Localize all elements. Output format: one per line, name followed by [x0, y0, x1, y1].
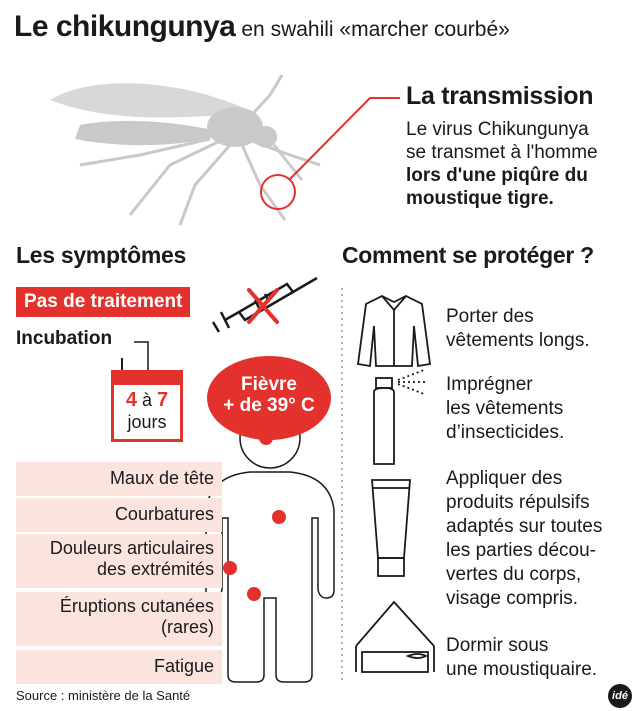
incubation-to: 7 — [157, 389, 169, 411]
symptom-label: Fatigue — [153, 656, 214, 676]
title-subtitle: en swahili «marcher courbé» — [241, 18, 510, 41]
repellent-tube-icon — [366, 474, 420, 584]
spray-icon — [368, 366, 432, 470]
symptom-dot-leg — [247, 587, 261, 601]
symptom-label: Courbatures — [114, 504, 214, 524]
mosquito-icon — [50, 75, 320, 225]
publisher-logo: idé — [608, 684, 632, 708]
crossed-syringe-icon — [205, 270, 330, 340]
symptom-row-fatigue — [16, 650, 222, 684]
incubation-from: 4 — [125, 389, 137, 411]
symptom-label: Douleurs articulaires — [49, 538, 214, 558]
symptom-label: Maux de tête — [109, 468, 214, 488]
mosquito-net-icon — [352, 594, 438, 678]
transmission-line-2: se transmet à l'homme — [406, 142, 598, 163]
protection-item-1 — [446, 305, 590, 353]
transmission-bold-1: lors d'une piqûre du — [406, 165, 588, 186]
callout-line — [290, 98, 400, 179]
protection-line: Dormir sous — [446, 635, 549, 656]
incubation-connector: à — [141, 390, 152, 410]
calendar-icon — [111, 370, 183, 442]
symptom-row-joint-pain — [16, 534, 222, 588]
symptom-row-rash — [16, 592, 222, 646]
transmission-line-1: Le virus Chikungunya — [406, 119, 589, 140]
protection-item-4 — [446, 634, 597, 682]
fever-bubble — [207, 356, 331, 440]
transmission-text — [406, 118, 636, 210]
incubation-duration — [114, 389, 180, 433]
protection-line: les vêtements — [446, 398, 564, 419]
calendar-header — [114, 373, 180, 385]
column-divider — [340, 288, 344, 683]
mosquito-illustration — [20, 55, 410, 230]
symptom-row-aches — [16, 498, 222, 532]
title-main: Le chikungunya — [14, 10, 236, 43]
protection-line: d’insecticides. — [446, 422, 565, 443]
protection-line: adaptés sur toutes — [446, 516, 603, 537]
symptom-dot-hand — [223, 561, 237, 575]
protection-line: vertes du corps, — [446, 564, 582, 585]
incubation-unit: jours — [127, 412, 167, 432]
protection-line: les parties décou- — [446, 540, 596, 561]
symptoms-heading: Les symptômes — [16, 242, 186, 268]
calendar-bracket-line — [120, 338, 160, 372]
page-title — [14, 10, 510, 44]
protection-item-3 — [446, 467, 602, 611]
symptom-label-2: (rares) — [161, 617, 214, 637]
protection-item-2 — [446, 373, 564, 445]
protection-line: Porter des — [446, 306, 534, 327]
shirt-icon — [352, 290, 436, 370]
protection-heading: Comment se protéger ? — [342, 242, 594, 268]
symptom-row-headache — [16, 462, 222, 496]
fever-line-2: + de 39° C — [223, 395, 315, 416]
symptom-label-2: des extrémités — [96, 559, 214, 579]
source-credit: Source : ministère de la Santé — [16, 688, 191, 703]
protection-line: vêtements longs. — [446, 330, 590, 351]
symptom-dot-torso — [272, 510, 286, 524]
transmission-bold-2: moustique tigre. — [406, 188, 554, 209]
protection-line: produits répulsifs — [446, 492, 590, 513]
fever-line-1: Fièvre — [241, 374, 297, 395]
no-treatment-badge: Pas de traitement — [16, 287, 190, 317]
incubation-label: Incubation — [16, 328, 113, 349]
protection-line: visage compris. — [446, 588, 578, 609]
symptom-label: Éruptions cutanées — [59, 596, 214, 616]
transmission-heading: La transmission — [406, 82, 594, 110]
protection-line: une moustiquaire. — [446, 659, 598, 680]
protection-line: Appliquer des — [446, 468, 563, 489]
protection-line: Imprégner — [446, 374, 533, 395]
